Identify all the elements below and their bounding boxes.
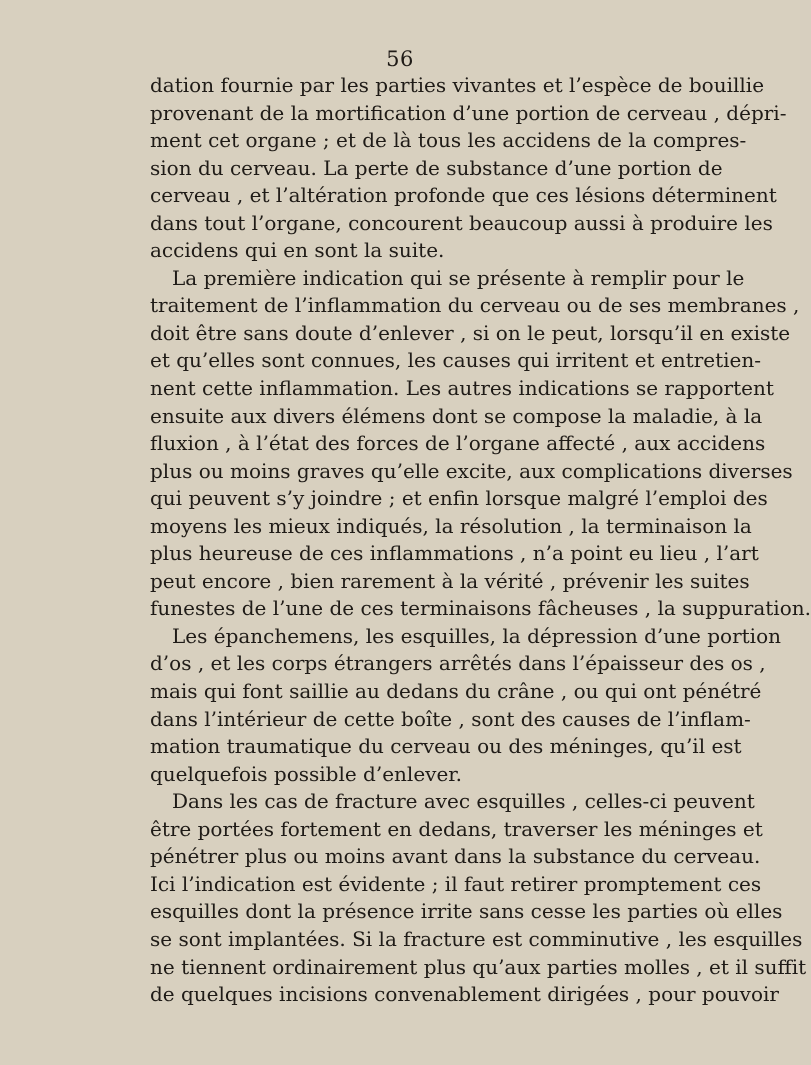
text-line: sion du cerveau. La perte de substance d’une portion de bbox=[150, 155, 723, 180]
text-line: dation fournie par les parties vivantes et l’espèce de bouillie bbox=[150, 73, 765, 97]
text-line: nent cette inflammation. Les autres indications se rapportent bbox=[150, 376, 774, 401]
body-text bbox=[150, 72, 811, 1009]
text-line: peut encore , bien rarement à la vérité , prévenir les suites bbox=[150, 568, 750, 593]
text-line: traitement de l’inflammation du cerveau ou de ses membranes , bbox=[150, 293, 800, 318]
text-line: Les épanchemens, les esquilles, la dépression d’une portion bbox=[172, 623, 781, 648]
text-line: doit être sans doute d’enlever , si on le peut, lorsqu’il en existe bbox=[150, 320, 791, 345]
text-line: dans l’intérieur de cette boîte , sont des causes de l’inflam- bbox=[150, 706, 751, 731]
text-line: quelquefois possible d’enlever. bbox=[150, 761, 463, 786]
text-line: dans tout l’organe, concourent beaucoup aussi à produire les bbox=[150, 210, 773, 235]
text-line: Ici l’indication est évidente ; il faut retirer promptement ces bbox=[150, 871, 762, 896]
text-line: Dans les cas de fracture avec esquilles , celles-ci peuvent bbox=[172, 789, 755, 814]
text-line: d’os , et les corps étrangers arrêtés dans l’épaisseur des os , bbox=[150, 651, 766, 676]
text-line: et qu’elles sont connues, les causes qui irritent et entretien- bbox=[150, 348, 762, 373]
text-line: se sont implantées. Si la fracture est comminutive , les esquilles bbox=[150, 926, 803, 951]
text-line: pénétrer plus ou moins avant dans la substance du cerveau. bbox=[150, 844, 761, 869]
text-line: accidens qui en sont la suite. bbox=[150, 238, 445, 263]
text-line: ensuite aux divers élémens dont se compose la maladie, à la bbox=[150, 403, 763, 428]
text-line: être portées fortement en dedans, traverser les méninges et bbox=[150, 816, 763, 841]
text-line: funestes de l’une de ces terminaisons fâcheuses , la suppuration. bbox=[150, 596, 811, 621]
text-line: mais qui font saillie au dedans du crâne , ou qui ont pénétré bbox=[150, 679, 762, 704]
text-line: mation traumatique du cerveau ou des méninges, qu’il est bbox=[150, 734, 742, 759]
text-line: esquilles dont la présence irrite sans cesse les parties où elles bbox=[150, 899, 783, 924]
text-line: fluxion , à l’état des forces de l’organe affecté , aux accidens bbox=[150, 431, 766, 456]
text-line: de quelques incisions convenablement dirigées , pour pouvoir bbox=[150, 982, 779, 1007]
text-line: provenant de la mortification d’une portion de cerveau , dépri- bbox=[150, 100, 787, 125]
text-line: qui peuvent s’y joindre ; et enfin lorsque malgré l’emploi des bbox=[150, 486, 768, 511]
text-line: cerveau , et l’altération profonde que ces lésions déterminent bbox=[150, 183, 777, 208]
text-line: ne tiennent ordinairement plus qu’aux parties molles , et il suffit bbox=[150, 954, 807, 979]
text-line: plus heureuse de ces inflammations , n’a point eu lieu , l’art bbox=[150, 541, 759, 566]
text-line: plus ou moins graves qu’elle excite, aux complications diverses bbox=[150, 458, 793, 483]
text-line: moyens les mieux indiqués, la résolution , la terminaison la bbox=[150, 513, 752, 538]
text-line: La première indication qui se présente à remplir pour le bbox=[172, 265, 745, 290]
page-number: 56 bbox=[386, 47, 414, 71]
text-line: ment cet organe ; et de là tous les accidens de la compres- bbox=[150, 128, 747, 153]
